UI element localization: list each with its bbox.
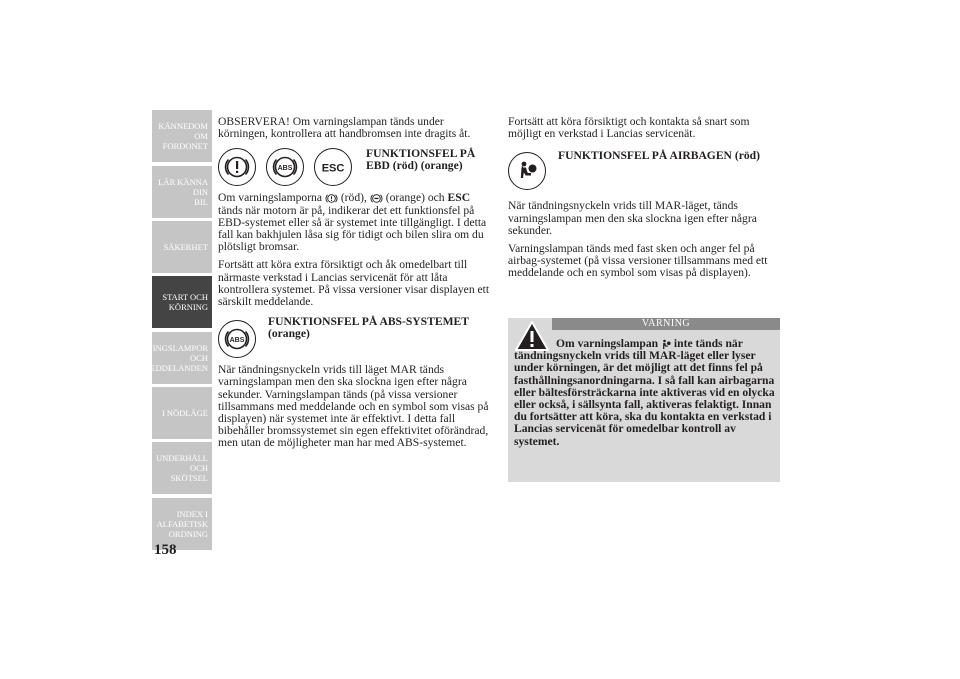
esc-icon xyxy=(314,148,352,186)
sidebar-tab-1[interactable] xyxy=(152,110,212,162)
sidebar-tab-6[interactable] xyxy=(152,387,212,439)
ebd-text-b: (röd), xyxy=(340,191,367,205)
airbag-paragraph-1: När tändningsnyckeln vrids till MAR-läget, tänds varningslampan men den ska slockna igen efter några sekunder. xyxy=(508,199,757,237)
ebd-heading-line-1: FUNKTIONSFEL PÅ xyxy=(366,147,476,161)
sidebar-tab-label: KÖRNING xyxy=(168,302,208,312)
ebd-heading xyxy=(366,148,475,172)
abs-icon xyxy=(266,148,304,186)
observera-paragraph: OBSERVERA! Om varningslampan tänds under körningen, kontrollera att handbromsen inte dragits åt. xyxy=(218,115,471,141)
sidebar-tab-4[interactable] xyxy=(152,276,212,328)
sidebar-tab-label: MEDDELANDEN xyxy=(142,363,208,373)
airbag-warning-icon xyxy=(508,152,546,190)
airbag-heading: FUNKTIONSFEL PÅ AIRBAGEN (röd) xyxy=(558,149,760,163)
airbag-inline-icon xyxy=(661,339,671,350)
warning-box xyxy=(508,318,780,482)
sidebar-tab-label: I NÖDLÄGE xyxy=(161,408,208,418)
ebd-text-d: tänds när motorn är på, indikerar det ett funktionsfel på EBD-systemet eller så är systemet inte tillgängligt. I detta fall kan bakhjulen låsa sig för tidigt och bilen slira om du plötsligt bromsar. xyxy=(218,203,487,254)
abs-section-header xyxy=(218,316,492,358)
sidebar-tab-label: BIL xyxy=(194,197,208,207)
warning-text xyxy=(514,338,776,448)
left-column xyxy=(218,116,492,456)
sidebar-tab-label: START OCH xyxy=(162,292,208,302)
sidebar-tab-label: ORDNING xyxy=(168,529,208,539)
sidebar-tab-3[interactable] xyxy=(152,221,212,273)
sidebar-tab-label: FORDONET xyxy=(162,141,208,151)
ebd-text-a: Om varningslamporna xyxy=(218,191,322,205)
ebd-heading-line-2: EBD (röd) (orange) xyxy=(366,159,463,173)
sidebar-tab-7[interactable] xyxy=(152,442,212,494)
sidebar-tab-label: LÄR KÄNNA DIN xyxy=(158,177,208,197)
sidebar-tab-label: VARNINGSLAMPOR xyxy=(129,343,208,353)
abs-icon-label: ABS xyxy=(277,165,293,173)
continue-paragraph: Fortsätt att köra försiktigt och kontakta så snart som möjligt en verkstad i Lancias servicenät. xyxy=(508,115,750,141)
sidebar-tab-label: UNDERHÅLL OCH xyxy=(156,453,208,473)
page-number: 158 xyxy=(154,542,177,558)
sidebar-tab-label: SKÖTSEL xyxy=(170,473,208,483)
warning-text-b: inte tänds när tändningsnyckeln vrids till MAR-läget eller lyser under körningen, är det möjligt att det finns fel på fasthållningsanordningarna. I så fall kan airbagarna eller bältesförsträckarna inte aktiveras vid en olycka eller också, i sällsynta fall, aktiveras felaktigt. Innan du fortsätter att köra, ska du kontakta en verkstad i Lancias servicenät för omedelbar kontroll av systemet. xyxy=(514,337,775,448)
abs-paragraph: När tändningsnyckeln vrids till läget MAR tänds varningslampan men den ska slockna igen efter några sekunder. Varningslampan tänds (på vissa versioner tillsammans med meddelande och en symbol som visas på displayen) när systemet inte är effektivt. I detta fall bibehåller bromssystemet sin egen effektivitet oförändrad, men utan de möjligheter man har med ABS-systemet. xyxy=(218,363,489,450)
sidebar-tab-label: SÄKERHET xyxy=(163,242,208,252)
ebd-advice-paragraph: Fortsätt att köra extra försiktigt och åk omedelbart till närmaste verkstad i Lancias servicenät för att låta kontrollera systemet. På vissa versioner visar displayen ett särskilt meddelande. xyxy=(218,258,490,309)
sidebar-tab-label: OCH xyxy=(190,353,208,363)
abs-inline-icon xyxy=(370,193,383,204)
sidebar-tab-label: ALFABETISK xyxy=(156,519,208,529)
sidebar-tab-label: KÄNNEDOM OM xyxy=(158,121,208,141)
sidebar-tab-2[interactable] xyxy=(152,166,212,218)
abs-failure-icon xyxy=(218,320,256,358)
abs-heading: FUNKTIONSFEL PÅ ABS-SYSTEMET (orange) xyxy=(268,315,469,341)
brake-warning-inline-icon xyxy=(325,193,338,204)
sidebar-tab-label: INDEX I xyxy=(176,509,208,519)
warning-text-a: Om varningslampan xyxy=(556,337,659,350)
airbag-section-header xyxy=(508,150,780,190)
abs-failure-icon-label: ABS xyxy=(229,337,245,345)
warning-header: VARNING xyxy=(552,318,780,330)
airbag-paragraph-2: Varningslampan tänds med fast sken och anger fel på airbag-systemet (på vissa versioner tillsammans med ett meddelande och en symbol som visas på displayen). xyxy=(508,242,768,280)
esc-icon-label: ESC xyxy=(321,162,345,175)
brake-warning-icon xyxy=(218,148,256,186)
ebd-paragraph xyxy=(218,192,492,253)
warning-text-first-line xyxy=(514,337,674,350)
ebd-section-header xyxy=(218,148,492,186)
ebd-text-c: (orange) och xyxy=(385,191,445,205)
right-column xyxy=(508,116,780,286)
esc-bold-text: ESC xyxy=(447,191,471,205)
sidebar-tab-5[interactable] xyxy=(129,332,212,384)
